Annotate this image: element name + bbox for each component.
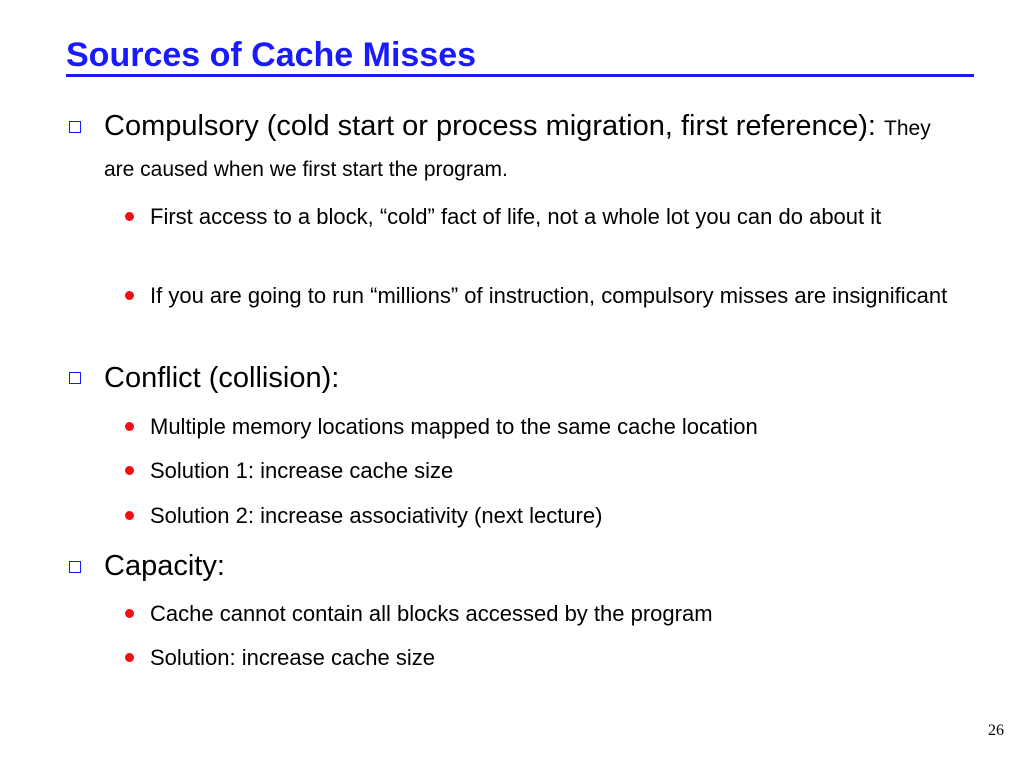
list-item: First access to a block, “cold” fact of life, not a whole lot you can do about it bbox=[150, 204, 882, 229]
list-item: If you are going to run “millions” of instruction, compulsory misses are insignificant bbox=[150, 283, 948, 308]
list-item: Solution 1: increase cache size bbox=[150, 458, 454, 483]
section-heading-compulsory bbox=[104, 107, 934, 189]
red-dot-bullet-icon bbox=[125, 466, 134, 475]
red-dot-bullet-icon bbox=[125, 212, 134, 221]
hollow-square-bullet-icon bbox=[69, 372, 81, 384]
page-number: 26 bbox=[988, 722, 1004, 739]
list-item: Multiple memory locations mapped to the same cache location bbox=[150, 414, 758, 439]
hollow-square-bullet-icon bbox=[69, 561, 81, 573]
section-heading-text: Conflict (collision): bbox=[104, 362, 340, 394]
red-dot-bullet-icon bbox=[125, 511, 134, 520]
red-dot-bullet-icon bbox=[125, 291, 134, 300]
section-heading-text: Capacity: bbox=[104, 550, 225, 582]
list-item: Solution 2: increase associativity (next lecture) bbox=[150, 503, 603, 528]
hollow-square-bullet-icon bbox=[69, 121, 81, 133]
section-heading-capacity bbox=[104, 547, 934, 586]
section-heading-conflict bbox=[104, 359, 934, 398]
red-dot-bullet-icon bbox=[125, 653, 134, 662]
slide-title: Sources of Cache Misses bbox=[66, 36, 477, 74]
red-dot-bullet-icon bbox=[125, 609, 134, 618]
list-item: Cache cannot contain all blocks accessed by the program bbox=[150, 601, 713, 626]
section-heading-text: Compulsory (cold start or process migration, first reference): bbox=[104, 110, 876, 142]
section-heading-note: They are caused when we first start the program. bbox=[104, 117, 931, 181]
list-item: Solution: increase cache size bbox=[150, 645, 435, 670]
red-dot-bullet-icon bbox=[125, 422, 134, 431]
